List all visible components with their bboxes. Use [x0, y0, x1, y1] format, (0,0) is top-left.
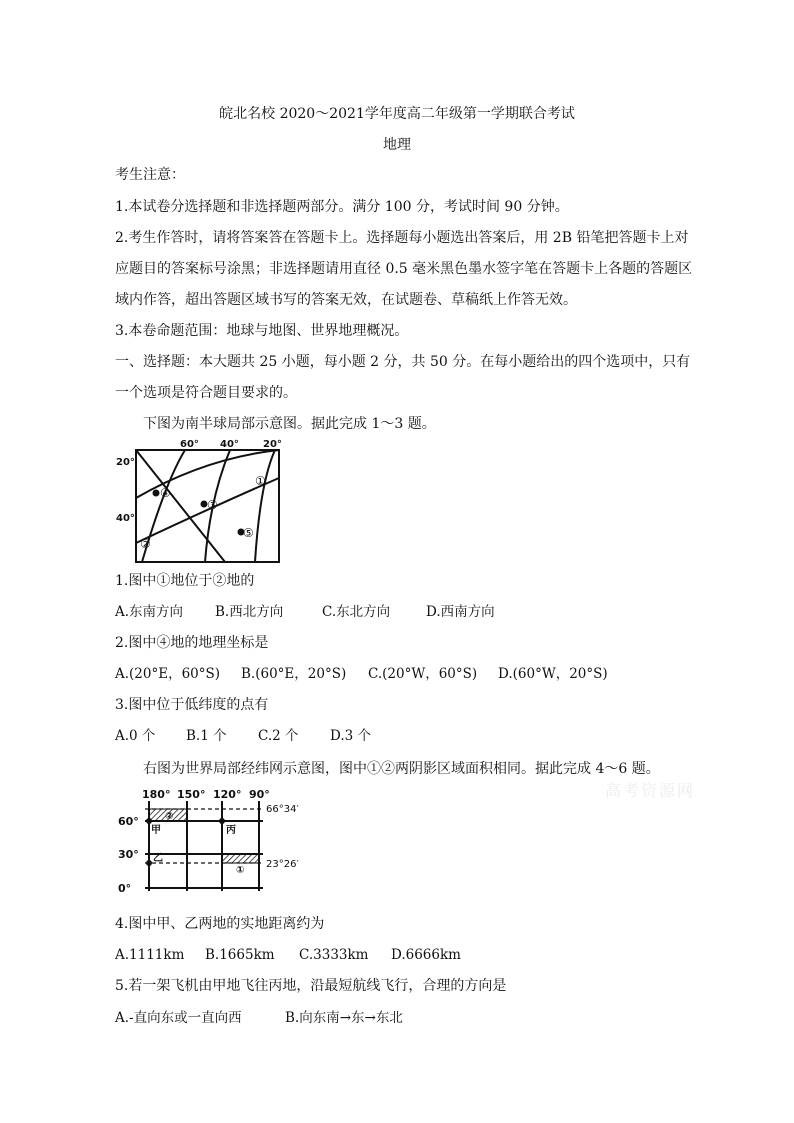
q1-option-a[interactable]: A.东南方向 — [115, 604, 184, 620]
map2-lat-label: 30° — [118, 848, 139, 861]
world-grid-map — [115, 787, 305, 895]
q1-option-d[interactable]: D.西南方向 — [426, 604, 495, 620]
notice-item-2-cont: 应题目的答案标号涂黑；非选择题请用直径 0.5 毫米黑色墨水签字笔在答题卡上各题的答题区 — [115, 261, 693, 277]
watermark: 高考资源网 — [605, 781, 696, 800]
q2-option-c[interactable]: C.(20°W，60°S) — [368, 666, 478, 682]
map2-lon-label: 120° — [213, 788, 242, 801]
map2-place-yi: 乙 — [153, 853, 163, 864]
question-4-stem: 4.图中甲、乙两地的实地距离约为 — [115, 916, 325, 932]
map2-arctic-label: 66°34′ — [266, 804, 299, 815]
group2-intro: 右图为世界局部经纬网示意图，图中①②两阴影区域面积相同。据此完成 4～6 题。 — [143, 761, 660, 777]
q2-option-d[interactable]: D.(60°W，20°S) — [498, 666, 608, 682]
section-heading-cont: 一个选项是符合题目要求的。 — [115, 385, 297, 401]
map2-place-dot — [146, 860, 152, 866]
q2-option-b[interactable]: B.(60°E，20°S) — [241, 666, 347, 682]
map1-point-label: ① — [255, 474, 266, 488]
map1-lon-label: 40° — [220, 439, 239, 450]
section-heading: 一、选择题：本大题共 25 小题，每小题 2 分，共 50 分。在每小题给出的四个选项中，只有 — [115, 354, 691, 370]
question-5-stem: 5.若一架飞机由甲地飞往丙地，沿最短航线飞行，合理的方向是 — [115, 978, 507, 994]
q3-option-d[interactable]: D.3 个 — [330, 728, 372, 744]
map1-point-label: ⑤ — [243, 526, 254, 540]
map2-lon-label: 150° — [177, 788, 206, 801]
map1-point — [153, 490, 160, 497]
q1-option-b[interactable]: B.西北方向 — [215, 604, 284, 620]
q4-option-c[interactable]: C.3333km — [299, 947, 369, 963]
exam-subject: 地理 — [383, 137, 411, 153]
map2-lat-label: 60° — [118, 815, 139, 828]
map2-place-dot — [219, 818, 225, 824]
map2-place-bing: 丙 — [226, 825, 236, 836]
q1-option-c[interactable]: C.东北方向 — [322, 604, 391, 620]
southern-hemisphere-map — [110, 438, 295, 568]
q3-option-b[interactable]: B.1 个 — [186, 728, 227, 744]
notice-item-3: 3.本卷命题范围：地球与地图、世界地理概况。 — [115, 323, 409, 339]
q4-option-b[interactable]: B.1665km — [205, 947, 275, 963]
map1-lat-label: 40° — [116, 513, 135, 524]
notice-item-2: 2.考生作答时，请将答案答在答题卡上。选择题每小题选出答案后，用 2B 铅笔把答题卡上对 — [115, 230, 689, 246]
map1-point-label: ④ — [160, 486, 171, 500]
map1-point-label: ② — [140, 537, 151, 551]
map2-area-label: ② — [165, 811, 174, 822]
question-2-stem: 2.图中④地的地理坐标是 — [115, 635, 269, 651]
map2-tropic-label: 23°26′ — [266, 859, 299, 870]
group1-intro: 下图为南半球局部示意图。据此完成 1～3 题。 — [143, 416, 436, 432]
notice-item-1: 1.本试卷分选择题和非选择题两部分。满分 100 分，考试时间 90 分钟。 — [115, 199, 569, 215]
q3-option-c[interactable]: C.2 个 — [258, 728, 299, 744]
map1-meridian — [255, 450, 275, 562]
map2-place-jia: 甲 — [151, 825, 161, 836]
q5-option-a[interactable]: A.-直向东或一直向西 — [115, 1010, 242, 1026]
exam-title: 皖北名校 2020～2021学年度高二年级第一学期联合考试 — [219, 106, 575, 122]
question-1-stem: 1.图中①地位于②地的 — [115, 573, 255, 589]
map1-lat-label: 20° — [116, 457, 135, 468]
q5-option-b[interactable]: B.向东南→东→东北 — [285, 1010, 403, 1026]
map2-area-label: ① — [236, 865, 245, 876]
map1-lon-label: 20° — [263, 439, 282, 450]
map2-lon-label: 90° — [249, 788, 270, 801]
notice-item-2-cont2: 域内作答，超出答题区域书写的答案无效，在试题卷、草稿纸上作答无效。 — [115, 292, 577, 308]
map2-lat-label: 0° — [118, 882, 132, 895]
q4-option-a[interactable]: A.1111km — [115, 947, 185, 963]
q2-option-a[interactable]: A.(20°E，60°S) — [115, 666, 221, 682]
q4-option-d[interactable]: D.6666km — [391, 947, 461, 963]
question-3-stem: 3.图中位于低纬度的点有 — [115, 697, 269, 713]
map2-shaded-area-1 — [222, 854, 259, 863]
notice-heading: 考生注意： — [115, 167, 185, 183]
map2-place-dot — [146, 818, 152, 824]
map2-lon-label: 180° — [142, 788, 171, 801]
map1-point-label: ③ — [207, 498, 218, 512]
map1-lon-label: 60° — [180, 439, 199, 450]
q3-option-a[interactable]: A.0 个 — [115, 728, 156, 744]
